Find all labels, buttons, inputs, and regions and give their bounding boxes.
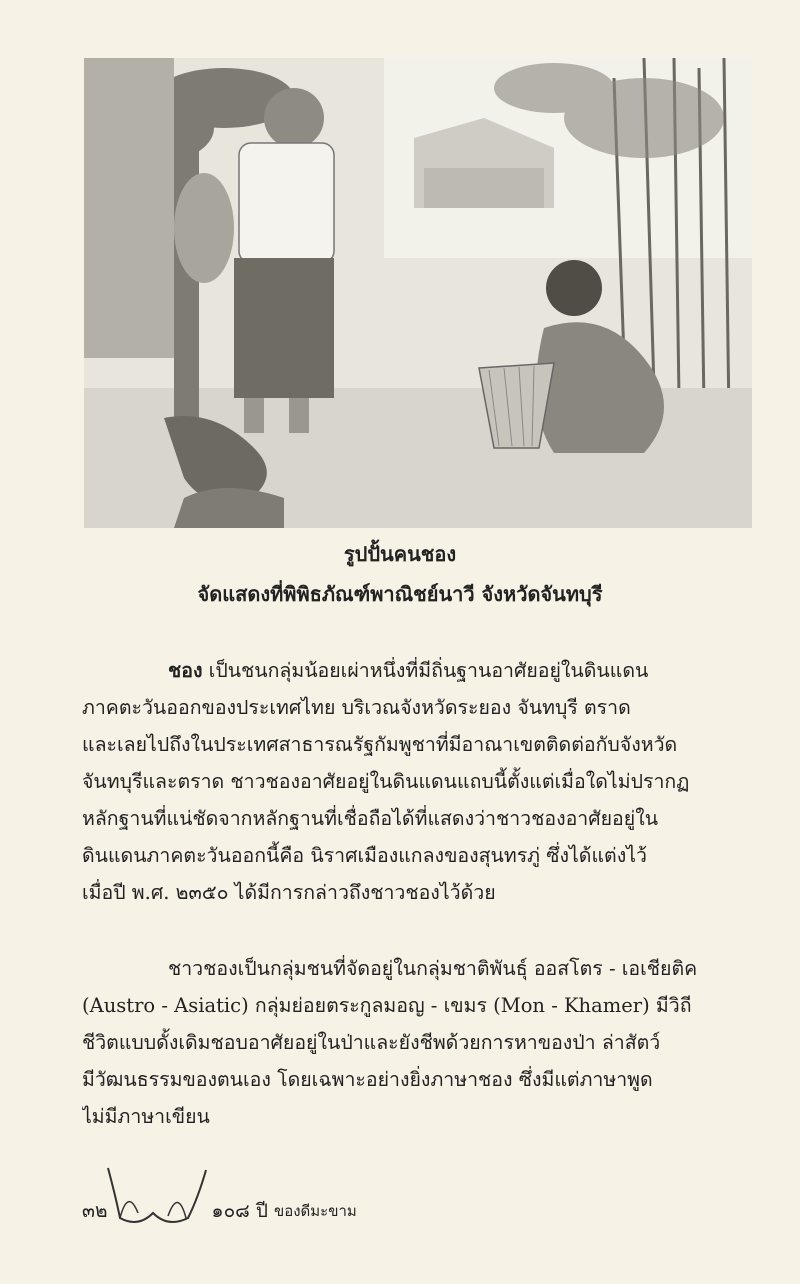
book-title-number: ๑๐๘ ปี xyxy=(211,1200,268,1222)
book-title-text: ของดีมะขาม xyxy=(273,1202,357,1220)
tamarind-pod-logo-icon xyxy=(98,1158,218,1228)
paragraph-line: ชาวชองเป็นกลุ่มชนที่จัดอยู่ในกลุ่มชาติพันธุ์ ออสโตร - เอเชียติค xyxy=(168,957,698,980)
paragraph-line: ภาคตะวันออกของประเทศไทย บริเวณจังหวัดระยอง จันทบุรี ตราด xyxy=(82,696,631,719)
paragraph-line: หลักฐานที่แน่ชัดจากหลักฐานที่เชื่อถือได้ที่แสดงว่าชาวชองอาศัยอยู่ใน xyxy=(82,807,659,830)
caption-location: จัดแสดงที่พิพิธภัณฑ์พาณิชย์นาวี จังหวัดจันทบุรี xyxy=(197,582,603,606)
paragraph-line: และเลยไปถึงในประเทศสาธารณรัฐกัมพูชาที่มีอาณาเขตติดต่อกับจังหวัด xyxy=(82,733,678,756)
page-number: ๓๒ xyxy=(82,1200,108,1222)
paragraph-1 xyxy=(82,652,754,911)
paragraph-text: เป็นชนกลุ่มน้อยเผ่าหนึ่งที่มีถิ่นฐานอาศัยอยู่ในดินแดน xyxy=(202,659,649,682)
paragraph-line: ไม่มีภาษาเขียน xyxy=(82,1105,210,1128)
paragraph-line: มีวัฒนธรรมของตนเอง โดยเฉพาะอย่างยิ่งภาษาชอง ซึ่งมีแต่ภาษาพูด xyxy=(82,1068,653,1091)
paragraph-2 xyxy=(82,950,754,1135)
museum-diorama-photo-icon xyxy=(84,58,752,528)
paragraph-line: ชีวิตแบบดั้งเดิมชอบอาศัยอยู่ในป่าและยังชีพด้วยการหาของป่า ล่าสัตว์ xyxy=(82,1031,661,1054)
caption-title: รูปปั้นคนชอง xyxy=(343,542,457,566)
paragraph-line: เมื่อปี พ.ศ. ๒๓๕๐ ได้มีการกล่าวถึงชาวชองไว้ด้วย xyxy=(82,881,496,904)
paragraph-line xyxy=(82,652,754,689)
paragraph-line: จันทบุรีและตราด ชาวชองอาศัยอยู่ในดินแดนแถบนี้ตั้งแต่เมื่อใดไม่ปรากฏ xyxy=(82,770,690,793)
page-footer xyxy=(82,1196,357,1226)
diorama-photo xyxy=(84,58,752,528)
paragraph-head-word: ชอง xyxy=(168,659,203,682)
paragraph-line: (Austro - Asiatic) กลุ่มย่อยตระกูลมอญ - เขมร (Mon - Khamer) มีวิถี xyxy=(82,994,692,1017)
paragraph-line: ดินแดนภาคตะวันออกนี้คือ นิราศเมืองแกลงของสุนทรภู่ ซึ่งได้แต่งไว้ xyxy=(82,844,647,867)
